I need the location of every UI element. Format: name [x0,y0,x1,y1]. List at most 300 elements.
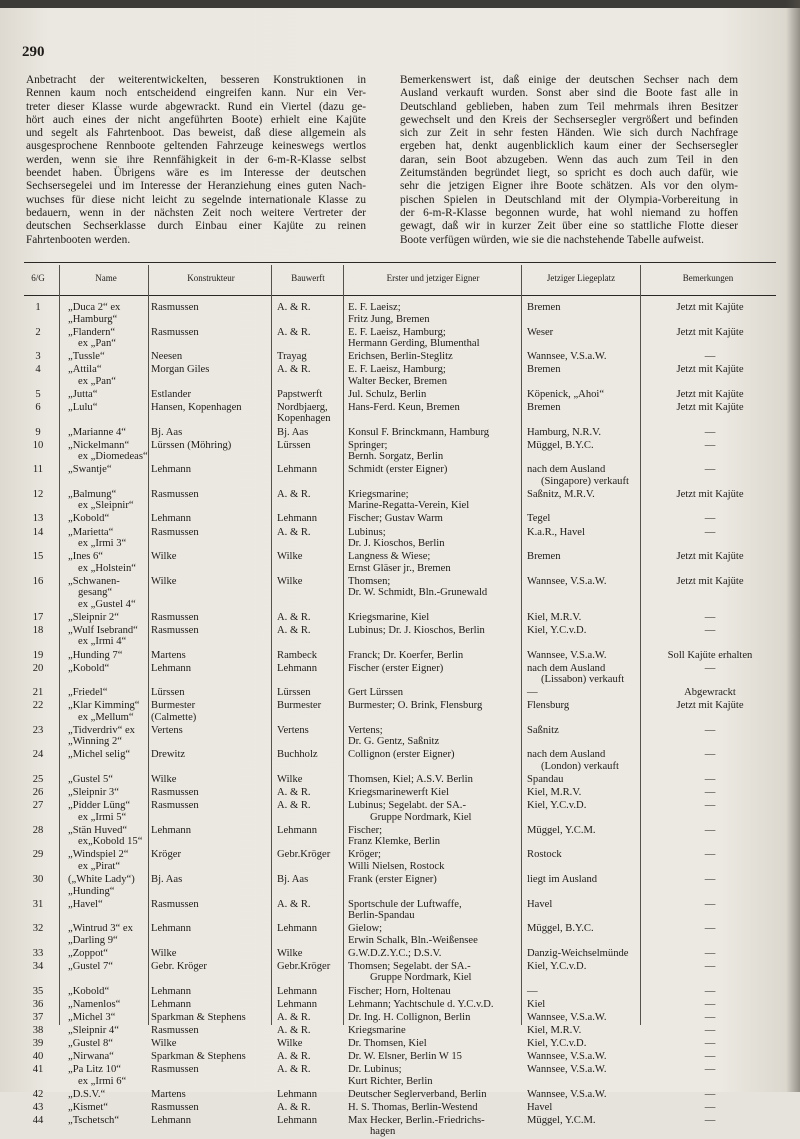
boat-name-line: „D.S.V.“ [68,1088,106,1100]
boat-number: 22 [32,700,44,712]
boat-name-line: „Gustel 5“ [68,774,114,786]
eigner-cell-line: Fischer (erster Eigner) [348,662,444,674]
liegeplatz-cell-line: Danzig-Weichselmünde [527,947,629,959]
liegeplatz-cell-line: Kiel [527,998,546,1010]
boat-name-line: ex „Irmi 4“ [78,636,127,648]
eigner-cell-line: Gielow; [348,923,383,935]
liegeplatz-cell [527,1102,552,1114]
liegeplatz-cell-line: Kiel, M.R.V. [527,1024,582,1036]
boat-number: 33 [32,947,44,959]
bauwerft-cell [277,351,307,363]
eigner-cell-line: Max Hecker, Berlin.-Friedrichs- [348,1114,485,1126]
intro-right-line: gewagt, daß wir in kurzer Zeit über eine so stattliche Flotte dieser [400,220,738,233]
eigner-cell [348,1064,433,1087]
intro-right-line: Bemerkenswert ist, daß einige der deutschen Sechser nach dem [400,74,738,86]
boat-name-line: ex „Pan“ [78,375,116,387]
bauwerft-cell-line: Wilke [277,575,303,587]
table-row [24,1064,776,1089]
bauwerft-cell-line: Rambeck [277,649,318,661]
table-row [24,999,776,1012]
boat-name-line: ex „Gustel 4“ [78,598,136,610]
liegeplatz-cell-line: Saßnitz, M.R.V. [527,488,595,500]
intro-left-line: deutschen Sechserklasse durch Einbau einer Kajüte zu reinen [26,220,366,233]
konstrukteur-cell [151,999,191,1011]
liegeplatz-cell-line: Müggel, Y.C.M. [527,824,596,836]
bauwerft-cell-line: A. & R. [277,1011,311,1023]
boat-number: 34 [32,960,44,972]
bemerkungen-cell [644,800,776,812]
bemerkungen-cell-line: — [704,1024,716,1036]
boat-name-line: „Gustel 7“ [68,960,114,972]
liegeplatz-cell [527,899,552,911]
liegeplatz-cell [527,327,553,339]
boat-name [68,663,109,675]
boat-name-line: „Pidder Lüng“ [68,800,131,812]
liegeplatz-cell-line: (London) verkauft [541,760,619,772]
boat-number: 25 [32,774,44,786]
intro-left-line: beendet haben. Übrigens wäre es im Interesse der deutschen [26,167,366,180]
eigner-cell [348,464,447,476]
konstrukteur-cell [151,948,176,960]
bauwerft-cell [277,650,317,662]
konstrukteur-cell-line: Gebr. Kröger [151,960,207,972]
liegeplatz-cell [527,725,559,737]
eigner-cell-line: E. F. Laeisz; [348,302,401,313]
liegeplatz-cell [527,874,597,886]
table-header [24,265,776,295]
bauwerft-cell [277,1012,311,1024]
eigner-cell-line: Kriegsmarine, Kiel [348,611,430,623]
bemerkungen-cell-line: — [704,1050,716,1062]
bauwerft-cell [277,551,302,563]
bauwerft-cell-line: Buchholz [277,749,318,761]
boat-name-line: „Stän Huved“ [68,824,128,836]
eigner-cell-line: Berlin-Spandau [348,910,415,922]
bemerkungen-cell-line: — [704,1011,716,1023]
intro-left-line: werden, wenn sie ihre Rennfähigkeit in der 6-m-R-Klasse selbst [26,153,366,166]
eigner-cell-line: H. S. Thomas, Berlin-Westend [348,1101,478,1113]
liegeplatz-cell [527,1025,581,1037]
liegeplatz-cell [527,464,629,487]
liegeplatz-cell [527,825,596,837]
konstrukteur-cell-line: Lehmann [151,824,192,836]
konstrukteur-cell-line: Morgan Giles [151,364,210,376]
bauwerft-cell [277,576,302,588]
liegeplatz-cell [527,687,538,699]
boat-name [68,687,107,699]
konstrukteur-cell-line: Kröger [151,849,182,861]
boat-number: 2 [35,326,41,338]
liegeplatz-cell [527,923,594,935]
konstrukteur-cell-line: Wilke [151,575,177,587]
liegeplatz-cell-line: Wannsee, V.S.a.W. [527,351,607,363]
eigner-cell-line: Fischer; Horn, Holtenau [348,985,451,997]
konstrukteur-cell-line: Lehmann [151,998,192,1010]
liegeplatz-cell [527,551,561,563]
table-row [24,663,776,688]
bauwerft-cell-line: Gebr.Kröger [277,960,331,972]
boat-name-line: „Schwanen- [68,575,120,587]
boat-name [68,986,109,998]
eigner-cell-line: G.W.D.Z.Y.C.; D.S.V. [348,947,442,959]
bauwerft-cell [277,948,302,960]
bemerkungen-cell-line: Soll Kajüte erhalten [667,649,753,661]
konstrukteur-cell-line: Rasmussen [151,302,199,313]
boat-number: 28 [32,824,44,836]
intro-right-line: sehr die jetzigen Eigner ihre Boote schätzen. Als vor den olym- [400,180,738,193]
bemerkungen-cell-line: — [704,1064,716,1076]
konstrukteur-cell [151,327,199,339]
konstrukteur-cell [151,612,199,624]
bemerkungen-cell-line: — [704,1037,716,1049]
eigner-cell-line: Sportschule der Luftwaffe, [348,898,462,910]
liegeplatz-cell-line: Wannsee, V.S.a.W. [527,1050,607,1062]
table-row [24,351,776,364]
bauwerft-cell [277,700,321,712]
bauwerft-cell-line: Bj. Aas [277,874,309,886]
eigner-cell-line: Dr. J. Kioschos, Berlin [348,538,445,550]
liegeplatz-cell-line: Kiel, Y.C.v.D. [527,960,587,972]
boat-name-line: „Hunding“ [68,885,115,897]
boat-name-line: ex „Mellum“ [78,711,134,723]
boat-number: 19 [32,649,44,661]
konstrukteur-cell-line: Estlander [151,388,192,400]
konstrukteur-cell-line: Lehmann [151,985,192,997]
eigner-cell-line: Hermann Gerding, Blumenthal [348,338,480,350]
boat-number: 40 [32,1050,44,1062]
boat-name-line: „Flandern“ [68,326,116,338]
bemerkungen-cell-line: Jetzt mit Kajüte [676,575,744,587]
liegeplatz-cell-line: Bremen [527,364,561,376]
eigner-cell-line: Kriegsmarine [348,1024,406,1036]
konstrukteur-cell-line: Rasmussen [151,1064,199,1076]
konstrukteur-cell [151,1051,246,1063]
eigner-cell [348,625,485,637]
table-row [24,650,776,663]
bauwerft-cell-line: Lürssen [277,687,311,699]
eigner-cell-line: Walter Becker, Bremen [348,375,448,387]
bauwerft-cell [277,923,317,935]
eigner-cell [348,849,444,872]
eigner-cell [348,725,439,748]
konstrukteur-cell [151,364,209,376]
eigner-cell [348,800,472,823]
header-eigner: Erster und jetziger Eigner [386,273,480,283]
eigner-cell [348,986,451,998]
boat-name [68,364,116,387]
intro-left-line: Sechsersegelei und im Interesse der Heranziehung eines guten Nach- [26,180,366,193]
bemerkungen-cell-line: — [704,624,716,636]
boat-name-line: „Nirwana“ [68,1050,114,1062]
boat-name [68,612,119,624]
boat-number: 1 [35,302,41,313]
konstrukteur-cell-line: Lehmann [151,464,192,476]
eigner-cell-line: Langness & Wiese; [348,551,431,563]
bemerkungen-cell [644,923,776,935]
bauwerft-cell [277,899,311,911]
konstrukteur-cell [151,825,191,837]
boat-name-line: „Kobold“ [68,513,110,525]
boat-name [68,800,130,823]
eigner-cell [348,749,455,761]
bauwerft-cell-line: Wilke [277,551,303,563]
konstrukteur-cell-line: Rasmussen [151,526,199,538]
bemerkungen-cell-line: — [704,1101,716,1113]
eigner-cell-line: Franck; Dr. Koerfer, Berlin [348,649,464,661]
bauwerft-cell [277,1051,311,1063]
konstrukteur-cell-line: Lürssen (Möhring) [151,439,232,451]
bauwerft-cell [277,302,311,314]
table-row [24,874,776,899]
page-number: 290 [22,44,45,60]
eigner-cell-line: Lehmann; Yachtschule d. Y.C.v.D. [348,998,494,1010]
liegeplatz-cell [527,440,594,452]
konstrukteur-cell [151,687,185,699]
boat-number: 27 [32,800,44,812]
boat-number: 37 [32,1011,44,1023]
konstrukteur-cell [151,527,199,539]
liegeplatz-cell [527,749,619,772]
eigner-cell-line: Dr. W. Schmidt, Bln.-Grunewald [348,587,488,599]
boat-name-line: „Nickelmann“ [68,439,130,451]
liegeplatz-cell [527,1115,596,1127]
eigner-cell-line: Fritz Jung, Bremen [348,313,430,325]
eigner-cell [348,899,462,922]
eigner-cell-line: E. F. Laeisz, Hamburg; [348,364,446,376]
bemerkungen-cell [644,1089,776,1101]
liegeplatz-cell-line: nach dem Ausland [527,464,606,476]
boat-name-line: ex „Sleipnir“ [78,500,134,512]
bauwerft-cell [277,402,331,425]
boat-name-line: ex „Pirat“ [78,860,121,872]
konstrukteur-cell-line: Rasmussen [151,326,199,338]
konstrukteur-cell [151,725,183,737]
bemerkungen-cell [644,1051,776,1063]
boat-number: 29 [32,849,44,861]
intro-right-line: Zeitumständen begründet liegt, so spricht es doch auch dafür, wie [400,167,738,180]
boat-name-line: „Michel 3“ [68,1011,116,1023]
boat-name-line: „Kobold“ [68,662,110,674]
eigner-cell [348,999,494,1011]
konstrukteur-cell-line: Rasmussen [151,488,199,500]
boat-number: 11 [32,464,44,476]
bemerkungen-cell [644,961,776,973]
boat-number: 9 [35,426,41,438]
liegeplatz-cell-line: Müggel, B.Y.C. [527,923,594,935]
bauwerft-cell-line: A. & R. [277,1101,311,1113]
boat-number: 21 [32,687,44,699]
bauwerft-cell [277,513,317,525]
bemerkungen-cell-line: — [704,526,716,538]
bauwerft-cell [277,961,330,973]
boat-number: 43 [32,1101,44,1113]
boat-number: 42 [32,1088,44,1100]
bemerkungen-cell [644,687,776,699]
bemerkungen-cell [644,1025,776,1037]
eigner-cell-line: Hans-Ferd. Keun, Bremen [348,401,460,413]
eigner-cell-line: Willi Nielsen, Rostock [348,860,445,872]
bauwerft-cell [277,874,308,886]
konstrukteur-cell [151,986,191,998]
bemerkungen-cell-line: — [704,800,716,812]
bemerkungen-cell-line: — [704,1114,716,1126]
konstrukteur-cell [151,489,199,501]
boat-name-line: „Kismet“ [68,1101,109,1113]
bauwerft-cell [277,612,311,624]
eigner-cell-line: Dr. Lubinus; [348,1064,402,1076]
boat-name-line: „Gustel 8“ [68,1037,114,1049]
boat-name-line: „Namenlos“ [68,998,121,1010]
header-number: 6/G [31,273,45,283]
liegeplatz-cell [527,1089,607,1101]
bauwerft-cell-line: A. & R. [277,898,311,910]
eigner-cell-line: Thomsen; Segelabt. der SA.- [348,960,471,972]
bemerkungen-cell [644,489,776,501]
konstrukteur-cell [151,663,191,675]
boat-name [68,1051,114,1063]
konstrukteur-cell-line: Burmester [151,700,196,712]
liegeplatz-cell-line: (Singapore) verkauft [541,475,629,487]
liegeplatz-cell-line: (Lissabon) verkauft [541,674,625,686]
boat-name-line: „Wulf Isebrand“ [68,624,138,636]
boat-name [68,440,148,463]
eigner-cell [348,1025,406,1037]
bemerkungen-cell [644,1115,776,1127]
bemerkungen-cell-line: — [704,874,716,886]
eigner-cell-line: Deutscher Seglerverband, Berlin [348,1088,487,1100]
bemerkungen-cell-line: — [704,985,716,997]
konstrukteur-cell-line: Wilke [151,774,177,786]
bauwerft-cell-line: Lehmann [277,923,318,935]
bemerkungen-cell-line: — [704,849,716,861]
liegeplatz-cell [527,663,624,686]
boat-name-line: „Attila“ [68,364,102,376]
bemerkungen-cell [644,440,776,452]
boat-name [68,389,97,401]
bauwerft-cell [277,364,311,376]
boat-number: 10 [32,439,44,451]
konstrukteur-cell [151,800,199,812]
bauwerft-cell-line: A. & R. [277,302,311,313]
konstrukteur-cell-line: Wilke [151,551,177,563]
bauwerft-cell [277,999,317,1011]
eigner-cell-line: Schmidt (erster Eigner) [348,464,448,476]
boat-name-line: „Wintrud 3“ ex [68,923,133,935]
scan-top-edge [0,0,800,8]
eigner-cell [348,687,403,699]
liegeplatz-cell-line: Havel [527,1101,553,1113]
eigner-cell-line: Vertens; [348,724,383,736]
liegeplatz-cell-line: — [527,985,538,997]
liegeplatz-cell [527,948,629,960]
bemerkungen-cell-line: Jetzt mit Kajüte [676,388,744,400]
boat-name [68,999,120,1011]
liegeplatz-cell-line: Hamburg, N.R.V. [527,426,602,438]
bauwerft-cell-line: A. & R. [277,787,311,799]
liegeplatz-cell-line: Bremen [527,401,561,413]
eigner-cell [348,774,473,786]
boat-number: 4 [35,364,41,376]
bauwerft-cell [277,849,330,861]
konstrukteur-cell [151,1025,199,1037]
konstrukteur-cell-line: Lehmann [151,513,192,525]
bemerkungen-cell-line: — [704,749,716,761]
intro-left-line: bedauern, wenn in der nächsten Zeit noch weitere Vertreter der [26,206,366,219]
liegeplatz-cell [527,849,562,861]
table-row [24,1102,776,1115]
bemerkungen-cell-line: — [704,774,716,786]
boat-name [68,427,126,439]
bemerkungen-cell-line: Abgewrackt [684,687,736,699]
bauwerft-cell-line: Lehmann [277,1088,318,1100]
bemerkungen-cell [644,402,776,414]
intro-left-line: Rennen kaum noch entscheidend eingreifen kann. Nur ein Ver- [26,87,366,100]
bauwerft-cell-line: Burmester [277,700,322,712]
boat-number: 17 [32,611,44,623]
intro-left-line: hört auch eines der nicht angeführten Boote) erhielt eine Kajüte [26,113,366,126]
eigner-cell [348,302,430,325]
liegeplatz-cell [527,800,586,812]
boat-number: 16 [32,575,44,587]
bauwerft-cell [277,1102,311,1114]
liegeplatz-cell-line: Wannsee, V.S.a.W. [527,649,607,661]
bauwerft-cell [277,625,311,637]
intro-text-right-column [400,74,738,247]
eigner-cell [348,1051,462,1063]
bemerkungen-cell-line: — [704,947,716,959]
konstrukteur-cell [151,464,191,476]
konstrukteur-cell [151,576,176,588]
bemerkungen-cell [644,787,776,799]
liegeplatz-cell [527,650,607,662]
bemerkungen-cell-line: — [704,426,716,438]
liegeplatz-cell-line: Wannsee, V.S.a.W. [527,1088,607,1100]
intro-right-line: der 6-m-R-Klasse begonnen wurde, hat wohl niemand zu hoffen [400,206,738,219]
page-gutter-shadow [786,0,800,1092]
konstrukteur-cell-line: Martens [151,649,186,661]
boat-name-line: „Kobold“ [68,985,110,997]
bauwerft-cell [277,327,311,339]
konstrukteur-cell [151,440,231,452]
konstrukteur-cell [151,1038,176,1050]
bauwerft-cell-line: Lehmann [277,662,318,674]
boat-name [68,464,112,476]
boat-name [68,825,142,848]
liegeplatz-cell [527,489,595,501]
boat-name-line: „Jutta“ [68,388,98,400]
table-row [24,464,776,489]
bauwerft-cell-line: Vertens [277,724,309,736]
konstrukteur-cell-line: Lürssen [151,687,185,699]
table-row [24,787,776,800]
bemerkungen-cell [644,527,776,539]
liegeplatz-cell-line: Müggel, B.Y.C. [527,439,594,451]
intro-right-line: Ausland verkauft wurden. Sonst aber sind die Boote fast alle in [400,87,738,100]
bemerkungen-cell [644,625,776,637]
eigner-cell [348,440,443,463]
bemerkungen-cell-line: — [704,787,716,799]
eigner-cell-line: Dr. W. Elsner, Berlin W 15 [348,1050,462,1062]
bauwerft-cell-line: Kopenhagen [277,413,331,425]
table-row [24,923,776,948]
liegeplatz-cell [527,625,586,637]
eigner-cell [348,663,443,675]
intro-left-line: ausgesprochene Rennboote geltenden Fahrzeuge keineswegs wertlos [26,140,366,153]
bauwerft-cell-line: A. & R. [277,364,311,376]
bemerkungen-cell [644,749,776,761]
konstrukteur-cell [151,749,185,761]
table-row [24,1038,776,1051]
